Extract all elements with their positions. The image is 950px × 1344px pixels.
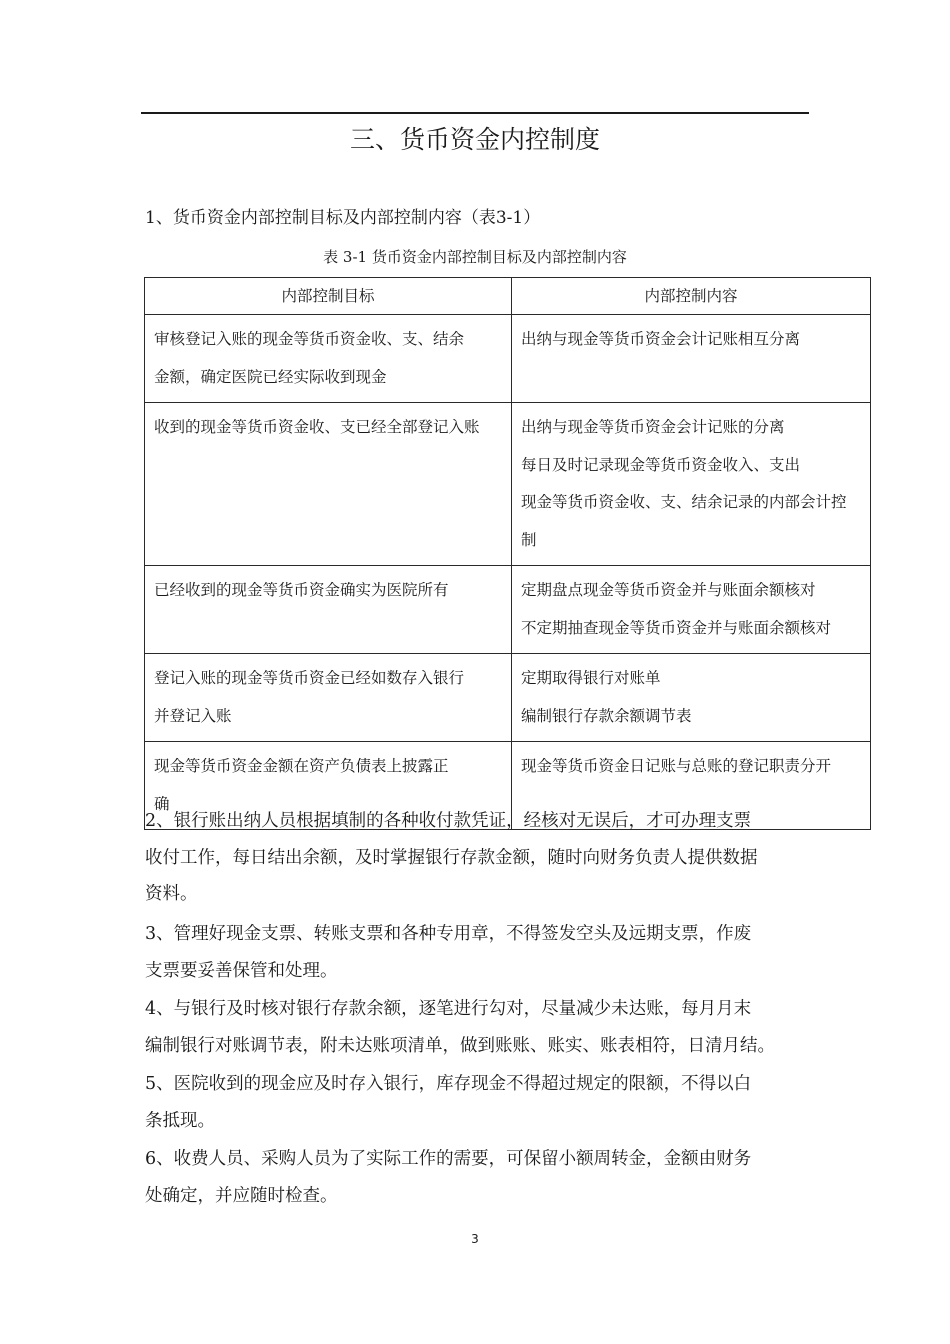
cell-line: 定期取得银行对账单 xyxy=(521,669,661,687)
cell-line: 登记入账的现金等货币资金已经如数存入银行 xyxy=(154,669,465,687)
cell-line: 已经收到的现金等货币资金确实为医院所有 xyxy=(154,581,449,599)
table-header-row xyxy=(145,278,871,315)
table-row xyxy=(145,315,871,403)
content-cell xyxy=(512,654,871,742)
paragraph-line: 编制银行对账调节表，附未达账项清单，做到账账、账实、账表相符，日清月结。 xyxy=(145,1035,775,1056)
cell-line: 出纳与现金等货币资金会计记账的分离 xyxy=(521,418,785,436)
cell-line: 确 xyxy=(154,794,170,813)
paragraph-line: 2、银行账出纳人员根据填制的各种收付款凭证，经核对无误后，才可办理支票 xyxy=(145,811,752,831)
content-cell xyxy=(512,566,871,654)
cell-line: 并登记入账 xyxy=(154,706,232,725)
column-header-goal: 内部控制目标 xyxy=(145,278,512,315)
cell-line: 不定期抽查现金等货币资金并与账面余额核对 xyxy=(521,618,832,637)
content-cell xyxy=(512,315,871,403)
goal-cell xyxy=(145,566,512,654)
paragraph-2 xyxy=(145,803,815,913)
goal-cell xyxy=(145,654,512,742)
page-title: 三、货币资金内控制度 xyxy=(349,125,600,154)
paragraph-line: 5、医院收到的现金应及时存入银行，库存现金不得超过规定的限额，不得以白 xyxy=(145,1074,752,1094)
paragraph-4 xyxy=(145,991,815,1064)
cell-line: 出纳与现金等货币资金会计记账相互分离 xyxy=(521,330,801,348)
goal-cell xyxy=(145,315,512,403)
cell-line: 收到的现金等货币资金收、支已经全部登记入账 xyxy=(154,418,480,436)
cell-line: 现金等货币资金日记账与总账的登记职责分开 xyxy=(521,757,832,775)
table-caption: 表 3-1 货币资金内部控制目标及内部控制内容 xyxy=(323,248,627,266)
header-rule xyxy=(141,112,809,114)
cell-line: 现金等货币资金收、支、结余记录的内部会计控 xyxy=(521,493,847,511)
content-cell xyxy=(512,403,871,566)
cell-line: 现金等货币资金金额在资产负债表上披露正 xyxy=(154,757,449,775)
table-row xyxy=(145,654,871,742)
page-number: 3 xyxy=(471,1232,479,1246)
paragraph-6 xyxy=(145,1141,815,1214)
cell-line: 金额，确定医院已经实际收到现金 xyxy=(154,367,387,386)
paragraph-line: 处确定，并应随时检查。 xyxy=(145,1185,338,1206)
paragraph-line: 3、管理好现金支票、转账支票和各种专用章，不得签发空头及远期支票，作废 xyxy=(145,924,752,944)
paragraph-line: 收付工作，每日结出余额，及时掌握银行存款金额，随时向财务负责人提供数据 xyxy=(145,847,758,868)
table-row xyxy=(145,403,871,566)
control-table xyxy=(144,277,871,830)
section-heading-1: 1、货币资金内部控制目标及内部控制内容（表3-1） xyxy=(145,208,541,228)
cell-line: 制 xyxy=(521,530,537,549)
paragraph-3 xyxy=(145,916,815,989)
paragraph-line: 条抵现。 xyxy=(145,1110,215,1131)
paragraph-line: 资料。 xyxy=(145,884,198,904)
cell-line: 编制银行存款余额调节表 xyxy=(521,706,692,725)
paragraph-line: 4、与银行及时核对银行存款余额，逐笔进行勾对，尽量减少未达账，每月月末 xyxy=(145,999,752,1019)
goal-cell xyxy=(145,403,512,566)
paragraph-line: 支票要妥善保管和处理。 xyxy=(145,960,338,981)
cell-line: 审核登记入账的现金等货币资金收、支、结余 xyxy=(154,330,465,348)
table-row xyxy=(145,566,871,654)
cell-line: 定期盘点现金等货币资金并与账面余额核对 xyxy=(521,581,816,599)
cell-line: 每日及时记录现金等货币资金收入、支出 xyxy=(521,455,801,474)
paragraph-5 xyxy=(145,1066,815,1139)
paragraph-line: 6、收费人员、采购人员为了实际工作的需要，可保留小额周转金，金额由财务 xyxy=(145,1149,752,1169)
column-header-content: 内部控制内容 xyxy=(512,278,871,315)
